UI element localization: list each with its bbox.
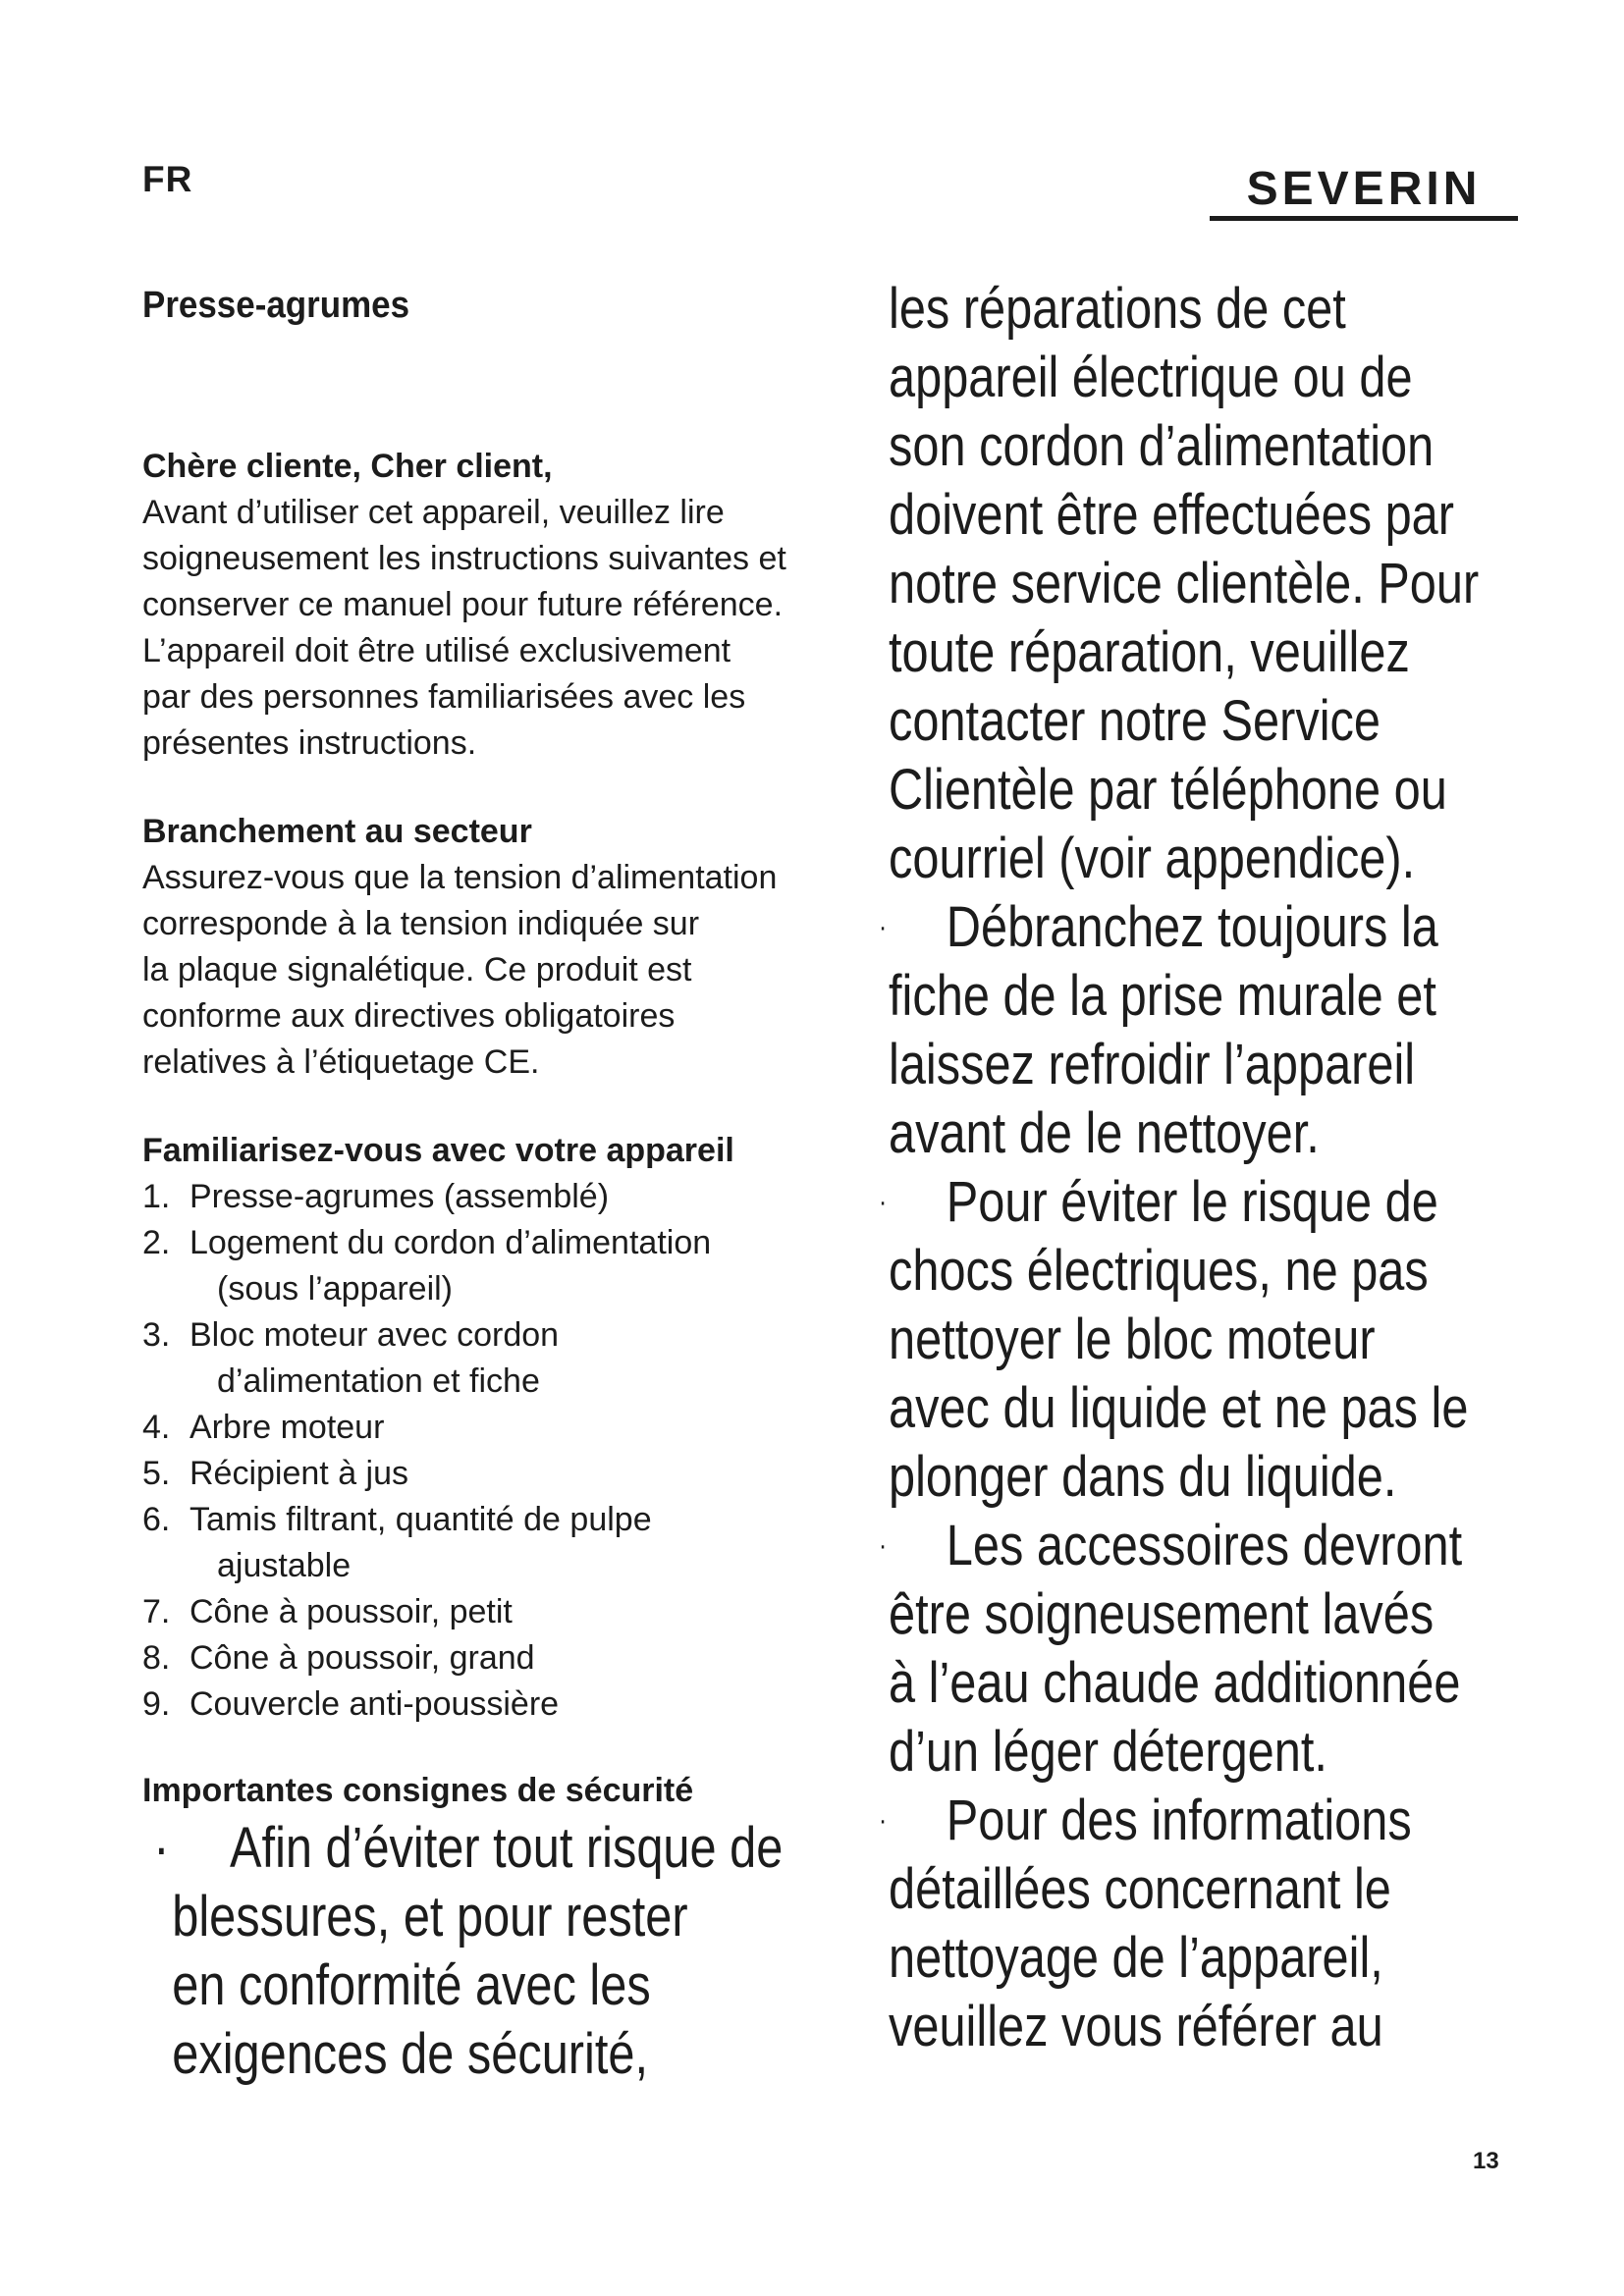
document-title: Presse-agrumes xyxy=(142,285,410,326)
bullet-icon: · xyxy=(878,1186,888,1218)
list-item xyxy=(142,1589,844,1635)
features-section xyxy=(142,1127,844,1728)
text-line: la plaque signalétique. Ce produit est xyxy=(142,951,692,988)
text-line: Les accessoires devront xyxy=(946,1514,1463,1577)
item-text: Couvercle anti-poussière xyxy=(189,1685,560,1723)
greeting-section xyxy=(142,443,844,767)
right-column xyxy=(878,275,1480,2061)
safety-bullet-1-continuation xyxy=(889,275,1480,893)
text-line: conserver ce manuel pour future référence. xyxy=(142,586,784,623)
text-line: à l’eau chaude additionnée xyxy=(889,1651,1461,1715)
text-line: Débranchez toujours la xyxy=(946,895,1438,959)
text-line: laissez refroidir l’appareil xyxy=(889,1033,1416,1096)
text-line: L’appareil doit être utilisé exclusivement xyxy=(142,632,731,669)
item-text: Presse-agrumes (assemblé) xyxy=(189,1178,610,1215)
item-number: 9. xyxy=(142,1685,171,1723)
list-item xyxy=(142,1220,844,1312)
text-line: toute réparation, veuillez xyxy=(889,620,1410,684)
text-line: avant de le nettoyer. xyxy=(889,1101,1320,1165)
text-line: nettoyage de l’appareil, xyxy=(889,1926,1383,1990)
features-heading: Familiarisez-vous avec votre appareil xyxy=(142,1132,734,1169)
text-line: les réparations de cet xyxy=(889,277,1346,341)
mains-section xyxy=(142,808,844,1086)
safety-bullet-5 xyxy=(878,1787,1417,2061)
text-line: nettoyer le bloc moteur xyxy=(889,1308,1376,1371)
item-number: 2. xyxy=(142,1224,171,1261)
text-line: en conformité avec les xyxy=(172,1953,651,2017)
item-number: 3. xyxy=(142,1316,171,1354)
text-line: blessures, et pour rester xyxy=(172,1885,688,1949)
mains-text xyxy=(142,855,844,1086)
item-text: Arbre moteur xyxy=(189,1409,385,1446)
severin-logo xyxy=(1206,159,1522,228)
text-line: courriel (voir appendice). xyxy=(889,827,1416,890)
safety-section xyxy=(142,1767,844,2089)
text-line: relatives à l’étiquetage CE. xyxy=(142,1043,540,1081)
greeting-text xyxy=(142,490,844,767)
item-text xyxy=(189,1312,559,1405)
text-line: d’un léger détergent. xyxy=(889,1720,1327,1784)
text-line: son cordon d’alimentation xyxy=(889,414,1435,478)
item-number: 7. xyxy=(142,1593,171,1630)
text-line: chocs électriques, ne pas xyxy=(889,1239,1429,1303)
text-line: être soigneusement lavés xyxy=(889,1582,1435,1646)
logo-underline xyxy=(1210,216,1518,221)
bullet-line xyxy=(142,1814,784,1883)
text-line: veuillez vous référer au xyxy=(889,1995,1383,2058)
safety-bullet-4 xyxy=(878,1512,1463,1787)
safety-bullet-3 xyxy=(878,1168,1469,1512)
features-list xyxy=(142,1174,844,1728)
text-line: Avant d’utiliser cet appareil, veuillez lire xyxy=(142,494,725,531)
item-text xyxy=(189,1220,711,1312)
page-number: 13 xyxy=(1473,2148,1499,2174)
item-number: 8. xyxy=(142,1639,171,1677)
mains-heading: Branchement au secteur xyxy=(142,813,532,850)
list-item xyxy=(142,1497,844,1589)
list-item xyxy=(142,1635,844,1682)
language-code: FR xyxy=(142,159,193,199)
safety-heading: Importantes consignes de sécurité xyxy=(142,1772,694,1809)
bullet-icon: · xyxy=(878,1529,888,1562)
text-line: Pour des informations xyxy=(946,1789,1412,1852)
bullet-icon: · xyxy=(878,911,888,943)
list-item xyxy=(142,1312,844,1405)
item-number: 5. xyxy=(142,1455,171,1492)
text-line: présentes instructions. xyxy=(142,724,477,762)
text-line: Afin d’éviter tout risque de xyxy=(230,1816,784,1880)
text-line: plonger dans du liquide. xyxy=(889,1445,1397,1509)
item-text-continuation: ajustable xyxy=(217,1547,352,1584)
text-line: détaillées concernant le xyxy=(889,1857,1391,1921)
list-item xyxy=(142,1682,844,1728)
text-line: doivent être effectuées par xyxy=(889,483,1455,547)
item-text-main: Logement du cordon d’alimentation xyxy=(189,1224,712,1261)
safety-bullet-2 xyxy=(878,893,1438,1168)
text-line: Assurez-vous que la tension d’alimentation xyxy=(142,859,778,896)
item-number: 6. xyxy=(142,1501,171,1538)
text-line: exigences de sécurité, xyxy=(172,2022,649,2086)
text-line: conforme aux directives obligatoires xyxy=(142,997,676,1035)
item-number: 1. xyxy=(142,1178,171,1215)
item-text-continuation: d’alimentation et fiche xyxy=(217,1362,540,1400)
text-line: notre service clientèle. Pour xyxy=(889,552,1480,615)
item-text xyxy=(189,1497,652,1589)
list-item xyxy=(142,1174,844,1220)
item-text-continuation: (sous l’appareil) xyxy=(217,1270,453,1308)
safety-bullet-1 xyxy=(142,1814,784,2089)
item-text-main: Bloc moteur avec cordon xyxy=(189,1316,560,1354)
item-number: 4. xyxy=(142,1409,171,1446)
list-item xyxy=(142,1451,844,1497)
bullet-icon: · xyxy=(878,1804,888,1837)
text-line: fiche de la prise murale et xyxy=(889,964,1436,1028)
text-line: corresponde à la tension indiquée sur xyxy=(142,905,700,942)
brand-name: SEVERIN xyxy=(1246,163,1482,215)
left-column xyxy=(142,285,844,2089)
item-text: Cône à poussoir, petit xyxy=(189,1593,513,1630)
item-text: Cône à poussoir, grand xyxy=(189,1639,535,1677)
greeting-heading: Chère cliente, Cher client, xyxy=(142,448,553,485)
text-line: par des personnes familiarisées avec les xyxy=(142,678,746,716)
bullet-icon: · xyxy=(153,1816,170,1880)
text-line: soigneusement les instructions suivantes et xyxy=(142,540,786,577)
text-line: Clientèle par téléphone ou xyxy=(889,758,1447,822)
item-text-main: Tamis filtrant, quantité de pulpe xyxy=(189,1501,652,1538)
text-line: Pour éviter le risque de xyxy=(946,1170,1438,1234)
text-line: avec du liquide et ne pas le xyxy=(889,1376,1469,1440)
text-line: appareil électrique ou de xyxy=(889,346,1413,409)
item-text: Récipient à jus xyxy=(189,1455,409,1492)
list-item xyxy=(142,1405,844,1451)
text-line: contacter notre Service xyxy=(889,689,1380,753)
